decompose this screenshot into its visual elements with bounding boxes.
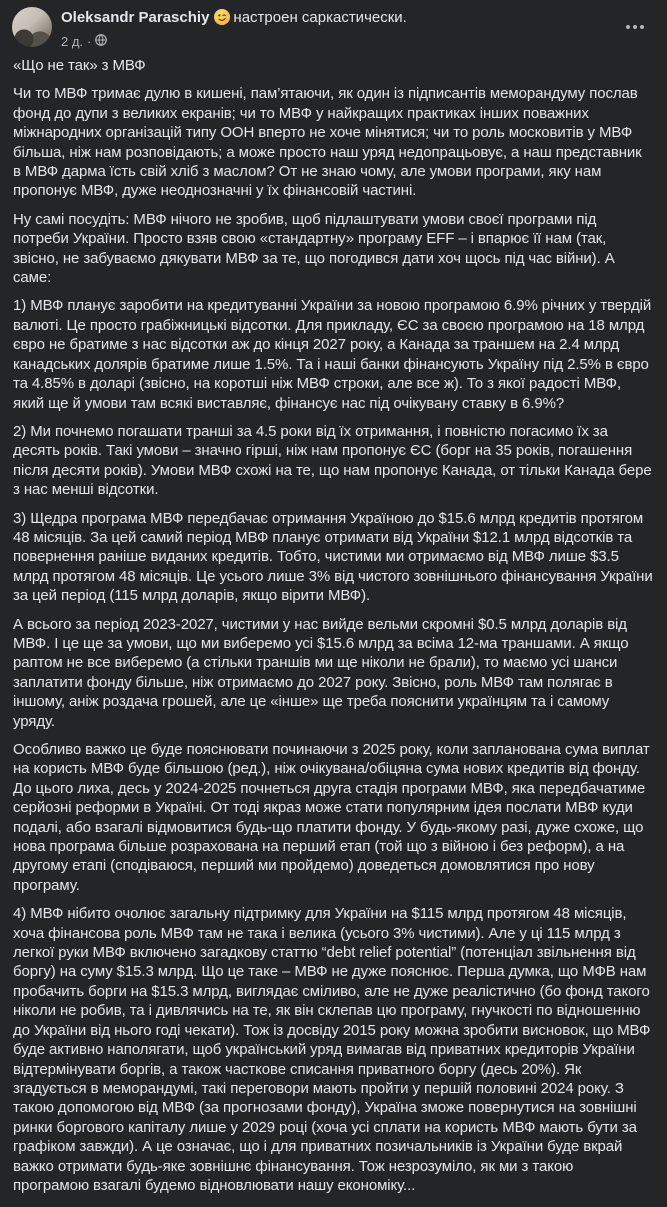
meta-separator: · — [87, 33, 92, 49]
name-line — [61, 7, 617, 31]
author-name[interactable]: Oleksandr Paraschiy — [61, 9, 210, 26]
post-paragraph: Ну самі посудіть: МВФ нічого не зробив, щоб підлаштувати умови своєї програми під потреби України. Просто взяв свою «стандартну» програму EFF – і впарює її нам (так, звісно, не забуваємо дякувати МВФ за те, що погодився дати хоч щось під час війни). А саме: — [13, 210, 615, 287]
post-meta — [61, 32, 617, 50]
ellipsis-dot — [640, 25, 644, 29]
post-header-text — [61, 7, 617, 50]
ellipsis-dot — [626, 25, 630, 29]
post-header — [0, 0, 667, 54]
post-paragraph: «Що не так» з МВФ — [13, 57, 146, 74]
post-paragraph: 2) Ми почнемо погашати транші за 4.5 роки від їх отримання, і повністю погасимо їх за десять років. Такі умови – значно гірші, ніж нам пропонує ЄС (борг на 35 років, погашення після десяти років). Умови МВФ схожі на те, що нам пропонує Канада, от тільки Канада бере з нас менші відсотки. — [13, 422, 652, 499]
post-body — [0, 54, 667, 1195]
post-paragraph: Особливо важко це буде пояснювати починаючи з 2025 року, коли запланована сума виплат на користь МВФ буде більшою (ред.), ніж очікувана/обіцяна сума нових кредитів від фонду. До цього лиха, десь у 2024-2025 почнеться друга стадія програми МВФ, яка передбачатиме серйозні реформи в Україні. От тоді якраз може стати популярним ідея послати МВФ куди подалі, або взагалі відмовитися будь-що платити фонду. У будь-якому разі, дуже схоже, що нова програма більше розрахована на перший етап (той що з війною і без реформ), а на другому етапі (сподіваюся, перший ми пройдемо) доведеться домовлятися про нову програму. — [13, 741, 650, 894]
smirk-wink-emoji-icon — [214, 9, 230, 31]
ellipsis-dot — [633, 25, 637, 29]
post-paragraph: Чи то МВФ тримає дулю в кишені, пам’ятаючи, як один із підписантів меморандуму послав фонд до дупи з великих екранів; чи то МВФ у найкращих практиках інших поважних міжнародних організацій типу ООН вперто не хоче мінятися; чи то роль московитів у МВФ більша, ніж нам розповідають; а може просто наш уряд недопрацьовує, а наш представник в МВФ дарма їсть свій хліб з маслом? От не знаю чому, але умови програми, яку нам пропонує МВФ, дуже неоднозначні у їх фінансовій частині. — [13, 85, 642, 200]
post-menu-button[interactable] — [617, 9, 653, 45]
post-paragraph: 3) Щедра програма МВФ передбачає отримання Україною до $15.6 млрд кредитів протягом 48 місяців. За цей самий період МВФ планує отримати від України $12.1 млрд відсотків та повернення раніше виданих кредитів. Тобто, чистими ми отримаємо від МВФ лише $3.5 млрд протягом 48 місяців. Це усього лише 3% від чистого зовнішнього фінансування України за цей період (115 млрд доларів, якщо вірити МВФ). — [13, 509, 653, 605]
globe-icon — [95, 33, 107, 50]
timestamp[interactable]: 2 д. — [61, 33, 84, 49]
post-paragraph: А всього за період 2023-2027, чистими у нас вийде вельми скромні $0.5 млрд доларів від МВФ. І це ще за умови, що ми виберемо усі $15.6 млрд за всіма 12-ма траншами. А якщо раптом не все виберемо (а стільки траншів ми ще ніколи не брали), то маємо усі шанси заплатити фонду більше, ніж отримаємо до 2027 року. Звісно, роль МВФ там полягає в іншому, аніж роздача грошей, але це «інше» ще треба пояснити українцям та і самому уряду. — [13, 615, 629, 730]
post-paragraph: 1) МВФ планує заробити на кредитуванні України за новою програмою 6.9% річних у твердій валюті. Це просто грабіжницькі відсотки. Для прикладу, ЄС за своєю програмою на 18 млрд євро не братиме з нас відсотки аж до кінця 2027 року, а Канада за траншем на 2.4 млрд канадських долярів братиме лише 1.5%. Та і наші банки фінансують Україну під 2.5% в євро та 4.85% в доларі (звісно, на коротші ніж МВФ строки, але все ж). То з якої радості МВФ, який ще й умови там всякі виставляє, фінансує нас під очікувану ставку в 6.9%? — [13, 297, 652, 412]
feeling-text: настроен саркастически. — [233, 9, 407, 26]
avatar[interactable] — [12, 7, 52, 47]
post-paragraph: 4) МВФ нібито очолює загальну підтримку для України на $115 млрд протягом 48 місяців, хоча фінансова роль МВФ там не така і велика (усього 3% чистими). Але у ці 115 млрд з легкої руки МВФ включено загадкову статтю “debt relief potential” (потенціал звільнення від боргу) на суму $15.3 млрд. Що це таке – МВФ не дуже пояснює. Перша думка, що МФВ нам пробачить борги на $15.3 млрд, виглядає сміливо, але не дуже реалістично (бо фонд такого ніколи не робив, та і дивлячись на те, як він склепав цю програму, гнучкості по відношенню до України від нього годі чекати). Тож із досвіду 2015 року можна зробити висновок, що МВФ буде активно наполягати, щоб український уряд вимагав від приватних кредиторів України відтермінувати боргів, а також часткове списання приватного боргу (десь 20%). Як згадується в меморандумі, такі переговори мають пройти у першій половині 2024 року. З такою допомогою від МВФ (за прогнозами фонду), Україна зможе повернутися на зовнішні ринки боргового капіталу лише у 2029 році (хоча усі сплати на користь МВФ мають бути за графіком завжди). А це означає, що і для приватних позичальників із України буде вкрай важко отримати будь-яке зовнішнє фінансування. Тож незрозуміло, як ми з такою програмою взагалі будемо відновлювати нашу економіку... — [13, 905, 651, 1194]
